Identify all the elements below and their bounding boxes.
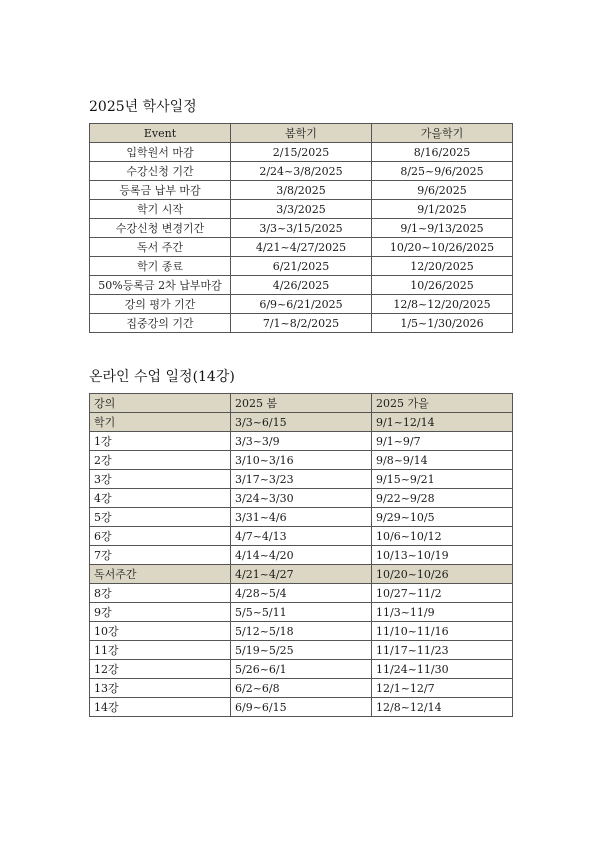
fall-cell: 11/17~11/23 [372,641,513,660]
spring-cell: 6/21/2025 [231,257,372,276]
lecture-cell: 3강 [90,470,231,489]
spring-cell: 5/19~5/25 [231,641,372,660]
fall-cell: 9/1~9/7 [372,432,513,451]
fall-cell: 9/1/2025 [372,200,513,219]
event-cell: 독서 주간 [90,238,231,257]
table-row [90,546,513,565]
event-cell: 입학원서 마감 [90,143,231,162]
spring-cell: 2/15/2025 [231,143,372,162]
event-cell: 수강신청 변경기간 [90,219,231,238]
event-cell: 50%등록금 2차 납부마감 [90,276,231,295]
column-header: 가을학기 [372,124,513,143]
lecture-cell: 11강 [90,641,231,660]
lecture-cell: 학기 [90,413,231,432]
fall-cell: 11/24~11/30 [372,660,513,679]
column-header: 강의 [90,394,231,413]
table-row-reading-week [90,565,513,584]
column-header: 2025 가을 [372,394,513,413]
event-cell: 학기 시작 [90,200,231,219]
spring-cell: 6/9~6/15 [231,698,372,717]
table-row-semester [90,413,513,432]
spring-cell: 3/3~3/15/2025 [231,219,372,238]
lecture-cell: 4강 [90,489,231,508]
spring-cell: 4/26/2025 [231,276,372,295]
fall-cell: 12/1~12/7 [372,679,513,698]
fall-cell: 12/20/2025 [372,257,513,276]
table-header-row [90,394,513,413]
table-row [90,219,513,238]
spring-cell: 6/2~6/8 [231,679,372,698]
table-row [90,276,513,295]
spring-cell: 3/31~4/6 [231,508,372,527]
event-cell: 학기 종료 [90,257,231,276]
spring-cell: 5/5~5/11 [231,603,372,622]
fall-cell: 9/29~10/5 [372,508,513,527]
fall-cell: 10/20~10/26 [372,565,513,584]
spring-cell: 3/10~3/16 [231,451,372,470]
table-row [90,451,513,470]
fall-cell: 9/22~9/28 [372,489,513,508]
table-row [90,641,513,660]
table-row [90,238,513,257]
fall-cell: 8/25~9/6/2025 [372,162,513,181]
fall-cell: 9/1~12/14 [372,413,513,432]
table-header-row [90,124,513,143]
lecture-cell: 1강 [90,432,231,451]
fall-cell: 10/6~10/12 [372,527,513,546]
fall-cell: 9/6/2025 [372,181,513,200]
fall-cell: 10/26/2025 [372,276,513,295]
lecture-cell: 2강 [90,451,231,470]
event-cell: 집중강의 기간 [90,314,231,333]
lecture-cell: 13강 [90,679,231,698]
fall-cell: 9/15~9/21 [372,470,513,489]
table-row [90,508,513,527]
spring-cell: 3/17~3/23 [231,470,372,489]
table-row [90,622,513,641]
table-row [90,489,513,508]
spring-cell: 3/8/2025 [231,181,372,200]
spring-cell: 3/3~6/15 [231,413,372,432]
lecture-cell: 7강 [90,546,231,565]
spring-cell: 4/14~4/20 [231,546,372,565]
fall-cell: 11/3~11/9 [372,603,513,622]
spring-cell: 4/21~4/27 [231,565,372,584]
fall-cell: 12/8~12/20/2025 [372,295,513,314]
lecture-cell: 독서주간 [90,565,231,584]
fall-cell: 1/5~1/30/2026 [372,314,513,333]
lecture-cell: 14강 [90,698,231,717]
table-row [90,470,513,489]
lecture-cell: 10강 [90,622,231,641]
table-row [90,143,513,162]
column-header: 2025 봄 [231,394,372,413]
spring-cell: 4/28~5/4 [231,584,372,603]
lecture-cell: 12강 [90,660,231,679]
fall-cell: 9/1~9/13/2025 [372,219,513,238]
event-cell: 강의 평가 기간 [90,295,231,314]
spring-cell: 6/9~6/21/2025 [231,295,372,314]
spring-cell: 5/12~5/18 [231,622,372,641]
table-row [90,603,513,622]
spring-cell: 2/24~3/8/2025 [231,162,372,181]
fall-cell: 10/13~10/19 [372,546,513,565]
table-row [90,527,513,546]
column-header: 봄학기 [231,124,372,143]
online-schedule-table [89,393,513,717]
lecture-cell: 6강 [90,527,231,546]
academic-calendar-table [89,123,513,333]
lecture-cell: 5강 [90,508,231,527]
table-row [90,200,513,219]
table-row [90,257,513,276]
spring-cell: 7/1~8/2/2025 [231,314,372,333]
event-cell: 등록금 납부 마감 [90,181,231,200]
spring-cell: 3/3~3/9 [231,432,372,451]
column-header: Event [90,124,231,143]
spring-cell: 4/21~4/27/2025 [231,238,372,257]
spring-cell: 5/26~6/1 [231,660,372,679]
table-row [90,314,513,333]
table-row [90,584,513,603]
table-row [90,295,513,314]
lecture-cell: 9강 [90,603,231,622]
table-row [90,162,513,181]
fall-cell: 8/16/2025 [372,143,513,162]
table-row [90,698,513,717]
calendar-title: 2025년 학사일정 [89,99,197,115]
fall-cell: 10/27~11/2 [372,584,513,603]
table-row [90,432,513,451]
fall-cell: 10/20~10/26/2025 [372,238,513,257]
online-schedule-title: 온라인 수업 일정(14강) [89,369,235,385]
event-cell: 수강신청 기간 [90,162,231,181]
spring-cell: 3/24~3/30 [231,489,372,508]
spring-cell: 4/7~4/13 [231,527,372,546]
table-row [90,181,513,200]
lecture-cell: 8강 [90,584,231,603]
fall-cell: 12/8~12/14 [372,698,513,717]
table-row [90,660,513,679]
spring-cell: 3/3/2025 [231,200,372,219]
fall-cell: 9/8~9/14 [372,451,513,470]
table-row [90,679,513,698]
fall-cell: 11/10~11/16 [372,622,513,641]
